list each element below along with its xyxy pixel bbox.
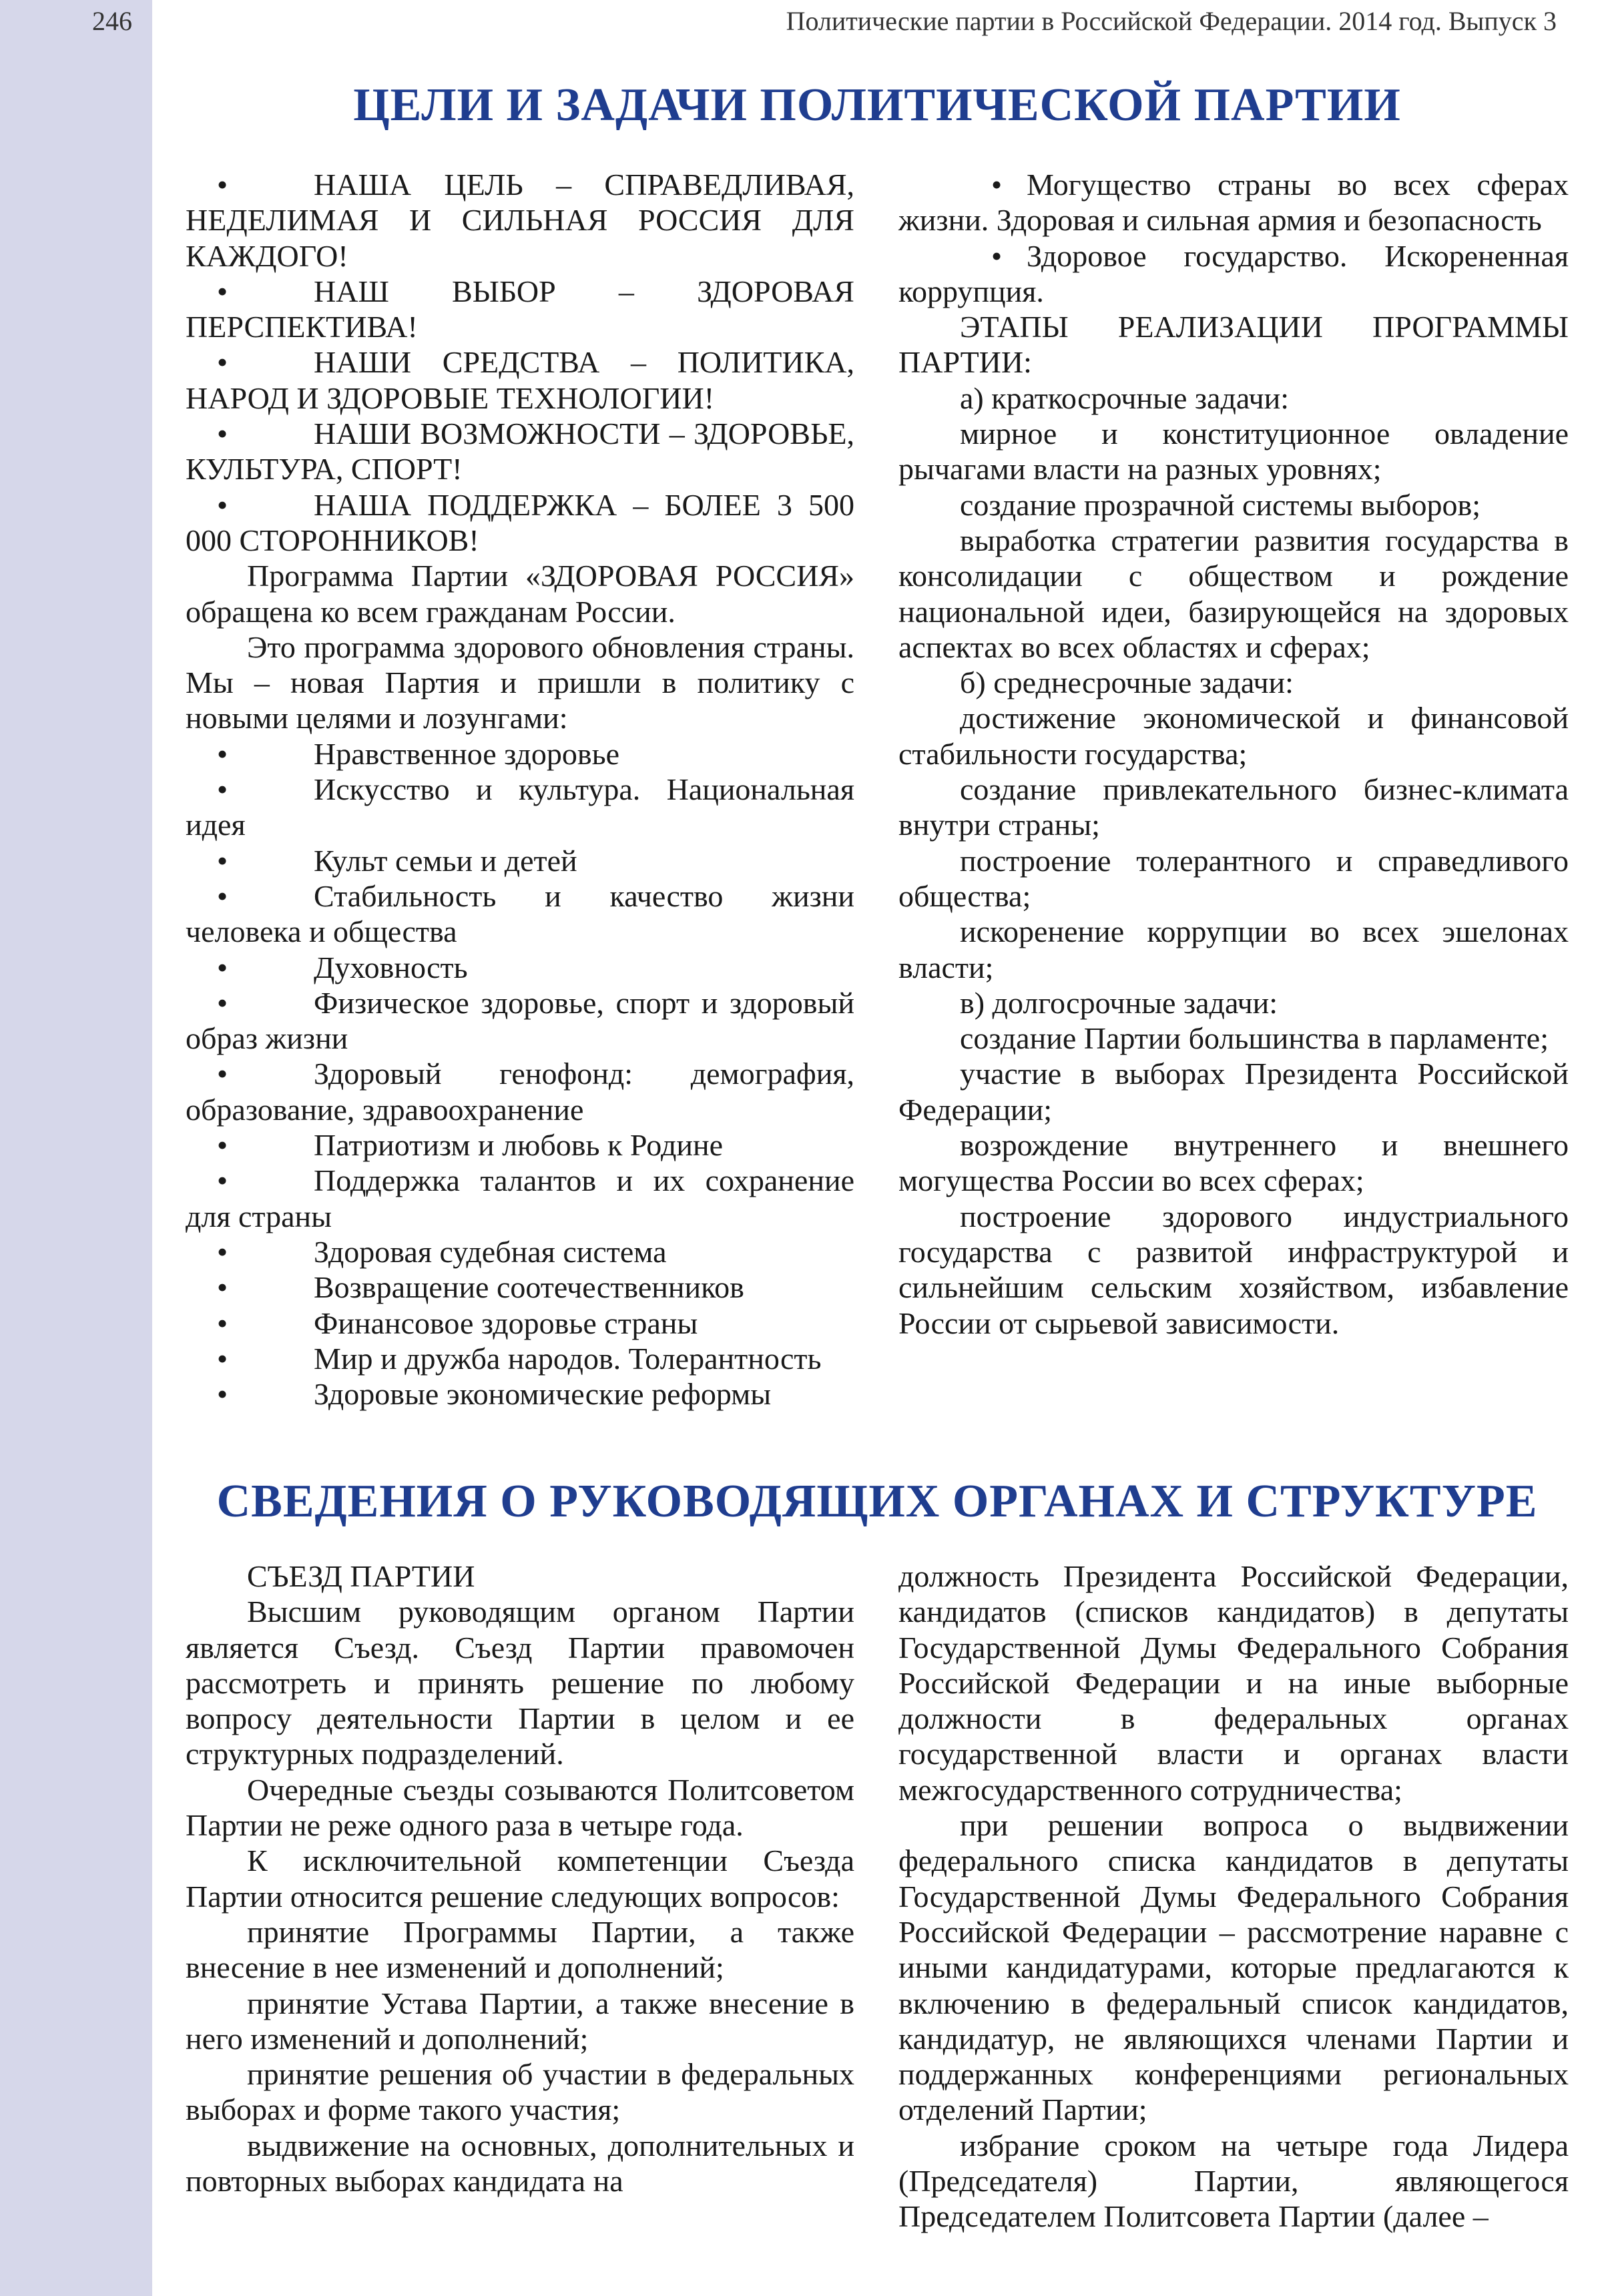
value-text: Стабильность и качество жизни человека и общества [186,878,854,949]
value-item [186,736,854,772]
section-title-goals: ЦЕЛИ И ЗАДАЧИ ПОЛИТИЧЕСКОЙ ПАРТИИ [353,79,1401,131]
body-paragraph: при решении вопроса о выдвижении федерального списка кандидатов в депутаты Государственной Думы Федерального Собрания Российской Федерации – рассмотрение наравне с иными кандидатурами, которые предлагаются к включению в федеральный список кандидатов, кандидатур, не являющихся членами Партии и поддержанных конференциями региональных отделений Партии; [898,1808,1569,2127]
value-text: Возвращение соотечественников [314,1270,744,1305]
bullet-icon: • [216,1057,228,1091]
bullet-icon: • [216,1306,228,1340]
slogan-item [186,274,854,345]
slogan-item [186,167,854,274]
bullet-icon: • [216,1234,228,1269]
value-item [186,950,854,985]
stage-label: в) долгосрочные задачи: [960,985,1278,1020]
value-item [186,1056,854,1127]
value-item [898,238,1569,310]
value-text: Здоровая судебная система [314,1234,667,1269]
body-paragraph: избрание сроком на четыре года Лидера (Председателя) Партии, являющегося Председателем Политсовета Партии (далее – [898,2128,1569,2234]
bullet-icon: • [216,345,228,380]
bullet-icon: • [216,1341,228,1376]
bullet-icon: • [216,1270,228,1305]
slogan-item [186,344,854,416]
bullet-icon: • [216,772,228,807]
body-paragraph: К исключительной компетенции Съезда Партии относится решение следующих вопросов: [186,1843,854,1914]
value-text: Культ семьи и детей [314,843,577,878]
bullet-icon: • [216,274,228,308]
slogan-text: НАШИ ВОЗМОЖНОСТИ – ЗДОРОВЬЕ, КУЛЬТУРА, СПОРТ! [186,416,854,487]
body-paragraph: Высшим руководящим органом Партии является Съезд. Съезд Партии правомочен рассмотреть и принять решение по любому вопросу деятельности Партии в целом и ее структурных подразделений. [186,1595,854,1771]
bullet-icon: • [216,168,228,202]
value-item [186,985,854,1057]
subsection-heading: СЪЕЗД ПАРТИИ [247,1559,475,1593]
value-item [186,1376,854,1412]
value-text: Мир и дружба народов. Толерантность [314,1341,822,1376]
bullet-icon: • [216,1163,228,1198]
task-item: создание Партии большинства в парламенте; [960,1021,1549,1056]
bullet-icon: • [216,1128,228,1163]
slogan-text: НАШ ВЫБОР – ЗДОРОВАЯ ПЕРСПЕКТИВА! [186,274,854,344]
page-side-band [0,0,152,2296]
slogan-item [186,416,854,487]
slogan-item [186,487,854,559]
task-item: построение здорового индустриального государства с развитой инфраструктурой и сильнейшим сельским хозяйством, избавление России от сырьевой зависимости. [898,1199,1569,1340]
value-text: Финансовое здоровье страны [314,1306,698,1340]
body-paragraph: принятие решения об участии в федеральных выборах и форме такого участия; [186,2057,854,2127]
slogan-text: НАШИ СРЕДСТВА – ПОЛИТИКА, НАРОД И ЗДОРОВЫЕ ТЕХНОЛОГИИ! [186,345,854,415]
task-item: создание прозрачной системы выборов; [960,487,1481,522]
task-item: возрождение внутреннего и внешнего могущества России во всех сферах; [898,1128,1569,1198]
slogan-text: НАША ПОДДЕРЖКА – БОЛЕЕ 3 500 000 СТОРОННИКОВ! [186,487,854,557]
stage-label: а) краткосрочные задачи: [960,380,1289,415]
task-item: достижение экономической и финансовой стабильности государства; [898,701,1569,771]
page-number: 246 [92,6,132,36]
value-text: Здоровое государство. Искорененная коррупция. [898,238,1569,308]
task-item: участие в выборах Президента Российской Федерации; [898,1057,1569,1127]
running-header: Политические партии в Российской Федерации. 2014 год. Выпуск 3 [786,6,1557,36]
value-item [186,1341,854,1376]
structure-right-column [898,1558,1569,2235]
value-item [898,167,1569,238]
structure-left-column [186,1558,854,2199]
bullet-icon: • [216,843,228,878]
bullet-icon: • [216,878,228,913]
stages-heading: ЭТАПЫ РЕАЛИЗАЦИИ ПРОГРАММЫ ПАРТИИ: [898,310,1569,380]
value-text: Патриотизм и любовь к Родине [314,1128,724,1163]
bullet-icon: • [216,736,228,771]
goals-left-column [186,167,854,1412]
body-paragraph: Программа Партии «ЗДОРОВАЯ РОССИЯ» обращена ко всем гражданам России. [186,559,854,629]
task-item: создание привлекательного бизнес-климата внутри страны; [898,772,1569,842]
value-text: Физическое здоровье, спорт и здоровый образ жизни [186,985,854,1056]
value-text: Здоровый генофонд: демография, образование, здравоохранение [186,1057,854,1127]
value-text: Могущество страны во всех сферах жизни. Здоровая и сильная армия и безопасность [898,168,1569,238]
task-item: мирное и конституционное овладение рычагами власти на разных уровнях; [898,416,1569,487]
value-item [186,1127,854,1163]
bullet-icon: • [216,487,228,522]
bullet-icon: • [991,238,1003,273]
value-item [186,878,854,950]
value-text: Нравственное здоровье [314,736,620,771]
body-paragraph: Очередные съезды созываются Политсоветом Партии не реже одного раза в четыре года. [186,1772,854,1843]
task-item: построение толерантного и справедливого общества; [898,843,1569,913]
value-item [186,1269,854,1305]
task-item: искоренение коррупции во всех эшелонах власти; [898,914,1569,984]
value-item [186,843,854,878]
body-paragraph: Это программа здорового обновления страны. Мы – новая Партия и пришли в политику с новыми целями и лозунгами: [186,629,854,736]
bullet-icon: • [216,950,228,984]
bullet-icon: • [991,168,1003,202]
value-text: Искусство и культура. Национальная идея [186,772,854,842]
body-paragraph: должность Президента Российской Федерации, кандидатов (списков кандидатов) в депутаты Государственной Думы Федерального Собрания Российской Федерации и на иные выборные должности в федеральных органах государственной власти и органах власти межгосударственного сотрудничества; [898,1559,1569,1807]
stage-label: б) среднесрочные задачи: [960,665,1294,700]
slogan-text: НАША ЦЕЛЬ – СПРАВЕДЛИВАЯ, НЕДЕЛИМАЯ И СИЛЬНАЯ РОССИЯ ДЛЯ КАЖДОГО! [186,168,854,273]
value-item [186,1234,854,1269]
value-text: Здоровые экономические реформы [314,1377,772,1412]
value-text: Духовность [314,950,468,984]
goals-right-column [898,167,1569,1341]
bullet-icon: • [216,985,228,1020]
value-item [186,772,854,843]
section-title-structure: СВЕДЕНИЯ О РУКОВОДЯЩИХ ОРГАНАХ И СТРУКТУРЕ [216,1476,1538,1527]
body-paragraph: принятие Программы Партии, а также внесение в нее изменений и дополнений; [186,1914,854,1985]
value-item [186,1163,854,1234]
value-item [186,1306,854,1341]
task-item: выработка стратегии развития государства в консолидации с обществом и рождение национальной идеи, базирующейся на здоровых аспектах во всех областях и сферах; [898,523,1569,664]
bullet-icon: • [216,416,228,451]
body-paragraph: принятие Устава Партии, а также внесение в него изменений и дополнений; [186,1986,854,2056]
bullet-icon: • [216,1377,228,1412]
value-text: Поддержка талантов и их сохранение для страны [186,1163,854,1233]
body-paragraph: выдвижение на основных, дополнительных и повторных выборах кандидата на [186,2128,854,2199]
